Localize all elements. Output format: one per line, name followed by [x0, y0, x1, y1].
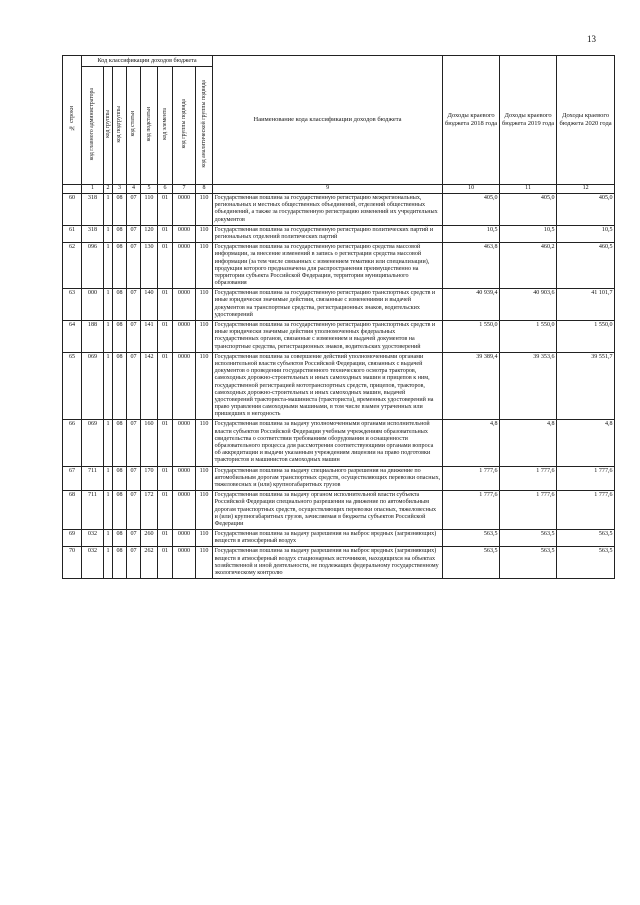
value-2019: 460,2	[500, 243, 557, 289]
value-2020: 460,5	[557, 243, 615, 289]
header-code-col: код подгруппы	[113, 67, 127, 185]
table-row	[63, 491, 615, 530]
value-2018: 405,0	[443, 194, 500, 226]
element-code: 01	[158, 225, 173, 242]
row-number: 61	[63, 225, 82, 242]
value-2020: 563,5	[557, 547, 615, 579]
revenue-name: Государственная пошлина за выдачу уполномоченными органами исполнительной власти субъектов Российской Федерации учебным учреждениям образовательных свидетельства о соответствии требованиям оборудования и оснащенности образовательного процесса для рассмотрения соответствующими органами вопроса об аккредитации и выдачи указанным учреждениям лицензии на право подготовки трактористов и машинистов самоходных машин	[213, 420, 443, 466]
subarticle-code: 142	[141, 352, 158, 420]
element-code: 01	[158, 289, 173, 321]
column-number-blank	[63, 185, 82, 194]
subtype-group-code: 0000	[173, 321, 196, 353]
analytic-group-code: 110	[196, 225, 213, 242]
header-classification-group: Код классификации доходов бюджета	[82, 56, 213, 67]
article-code: 07	[127, 321, 141, 353]
subtype-group-code: 0000	[173, 225, 196, 242]
subarticle-code: 260	[141, 530, 158, 547]
row-number: 68	[63, 491, 82, 530]
column-number: 8	[196, 185, 213, 194]
analytic-group-code: 110	[196, 321, 213, 353]
subarticle-code: 120	[141, 225, 158, 242]
row-number: 67	[63, 466, 82, 491]
article-code: 07	[127, 547, 141, 579]
header-code-col: код группы	[104, 67, 113, 185]
header-code-col: код подстатьи	[141, 67, 158, 185]
row-number: 63	[63, 289, 82, 321]
group-code: 1	[104, 352, 113, 420]
admin-code: 711	[82, 491, 104, 530]
subtype-group-code: 0000	[173, 547, 196, 579]
value-2019: 10,5	[500, 225, 557, 242]
column-number: 2	[104, 185, 113, 194]
analytic-group-code: 110	[196, 547, 213, 579]
element-code: 01	[158, 321, 173, 353]
value-2019: 1 777,6	[500, 466, 557, 491]
group-code: 1	[104, 491, 113, 530]
group-code: 1	[104, 547, 113, 579]
table-row	[63, 547, 615, 579]
subtype-group-code: 0000	[173, 466, 196, 491]
subtype-group-code: 0000	[173, 194, 196, 226]
table-row	[63, 243, 615, 289]
subarticle-code: 141	[141, 321, 158, 353]
value-2018: 40 939,4	[443, 289, 500, 321]
row-number: 66	[63, 420, 82, 466]
analytic-group-code: 110	[196, 243, 213, 289]
value-2018: 1 777,6	[443, 491, 500, 530]
element-code: 01	[158, 530, 173, 547]
value-2018: 1 777,6	[443, 466, 500, 491]
subarticle-code: 140	[141, 289, 158, 321]
article-code: 07	[127, 466, 141, 491]
subtype-group-code: 0000	[173, 243, 196, 289]
value-2019: 405,0	[500, 194, 557, 226]
subgroup-code: 08	[113, 321, 127, 353]
revenue-name: Государственная пошлина за выдачу разрешения на выброс вредных (загрязняющих) веществ в атмосферный воздух	[213, 530, 443, 547]
row-number: 60	[63, 194, 82, 226]
value-2020: 4,8	[557, 420, 615, 466]
article-code: 07	[127, 530, 141, 547]
column-number: 5	[141, 185, 158, 194]
analytic-group-code: 110	[196, 491, 213, 530]
header-year-2020: Доходы краевого бюджета 2020 года	[557, 56, 615, 185]
revenue-name: Государственная пошлина за государственную регистрацию средства массовой информации, за внесение изменений в запись о регистрации средства массовой информации (за тем числе связанных с изменением тематики или специализации), продукция которого предназначена для распространения преимущественно на территории субъекта Российской Федерации, территории муниципального образования	[213, 243, 443, 289]
value-2019: 40 903,6	[500, 289, 557, 321]
table-row	[63, 466, 615, 491]
analytic-group-code: 110	[196, 352, 213, 420]
admin-code: 069	[82, 420, 104, 466]
analytic-group-code: 110	[196, 420, 213, 466]
table-row	[63, 530, 615, 547]
article-code: 07	[127, 243, 141, 289]
subarticle-code: 262	[141, 547, 158, 579]
value-2018: 39 389,4	[443, 352, 500, 420]
revenue-name: Государственная пошлина за совершение действий уполномоченными органами исполнительной власти субъектов Российской Федерации, связанных с выдачей документов о проведении государственного технического осмотра тракторов, самоходных дорожно-строительных и иных самоходных машин и прицепов к ним, государственной регистрацией мототранспортных средств, прицепов, тракторов, самоходных дорожно-строительных и иных самоходных машин, выдачей удостоверений тракториста-машиниста (тракториста), временных удостоверений на право управления самоходными машинами, в том числе взамен утраченных или пришедших в негодность	[213, 352, 443, 420]
revenue-name: Государственная пошлина за государственную регистрацию транспортных средств и иные юридически значимые действия уполномоченных федеральных государственных органов, связанные с изменением и выдачей документов на транспортные средства, регистрационных знаков, водительских удостоверений	[213, 321, 443, 353]
subarticle-code: 110	[141, 194, 158, 226]
admin-code: 032	[82, 530, 104, 547]
group-code: 1	[104, 225, 113, 242]
value-2018: 563,5	[443, 547, 500, 579]
subgroup-code: 08	[113, 420, 127, 466]
value-2019: 563,5	[500, 530, 557, 547]
article-code: 07	[127, 289, 141, 321]
subtype-group-code: 0000	[173, 530, 196, 547]
group-code: 1	[104, 420, 113, 466]
article-code: 07	[127, 352, 141, 420]
subgroup-code: 08	[113, 289, 127, 321]
subgroup-code: 08	[113, 491, 127, 530]
column-number: 11	[500, 185, 557, 194]
value-2018: 563,5	[443, 530, 500, 547]
subgroup-code: 08	[113, 194, 127, 226]
header-code-col: код статьи	[127, 67, 141, 185]
element-code: 01	[158, 420, 173, 466]
header-code-col: код главного администратора	[82, 67, 104, 185]
element-code: 01	[158, 466, 173, 491]
value-2020: 563,5	[557, 530, 615, 547]
group-code: 1	[104, 530, 113, 547]
value-2018: 4,8	[443, 420, 500, 466]
column-number: 6	[158, 185, 173, 194]
subgroup-code: 08	[113, 530, 127, 547]
value-2019: 563,5	[500, 547, 557, 579]
column-number: 10	[443, 185, 500, 194]
value-2020: 1 550,0	[557, 321, 615, 353]
subtype-group-code: 0000	[173, 352, 196, 420]
admin-code: 711	[82, 466, 104, 491]
subtype-group-code: 0000	[173, 491, 196, 530]
table-row	[63, 352, 615, 420]
element-code: 01	[158, 547, 173, 579]
header-code-col: код группы подвида	[173, 67, 196, 185]
table-row	[63, 420, 615, 466]
row-number: 69	[63, 530, 82, 547]
admin-code: 188	[82, 321, 104, 353]
value-2019: 1 777,6	[500, 491, 557, 530]
admin-code: 318	[82, 194, 104, 226]
value-2018: 463,8	[443, 243, 500, 289]
group-code: 1	[104, 466, 113, 491]
value-2018: 10,5	[443, 225, 500, 242]
revenue-table	[62, 55, 615, 579]
value-2019: 1 550,0	[500, 321, 557, 353]
group-code: 1	[104, 194, 113, 226]
header-year-2019: Доходы краевого бюджета 2019 года	[500, 56, 557, 185]
column-number: 3	[113, 185, 127, 194]
header-code-col: код аналитической группы подвида	[196, 67, 213, 185]
revenue-name: Государственная пошлина за государственную регистрацию межрегиональных, региональных и местных общественных объединений, отделений общественных объединений, а также за государственную регистрацию изменений их учредительных документов	[213, 194, 443, 226]
group-code: 1	[104, 243, 113, 289]
subgroup-code: 08	[113, 225, 127, 242]
element-code: 01	[158, 352, 173, 420]
subgroup-code: 08	[113, 352, 127, 420]
table-row	[63, 194, 615, 226]
subarticle-code: 160	[141, 420, 158, 466]
admin-code: 096	[82, 243, 104, 289]
subgroup-code: 08	[113, 243, 127, 289]
admin-code: 069	[82, 352, 104, 420]
column-number: 4	[127, 185, 141, 194]
revenue-name: Государственная пошлина за выдачу органом исполнительной власти субъекта Российской Федерации специального разрешения на движение по автомобильным дорогам транспортных средств, осуществляющих перевозки опасных, тяжеловесных и (или) крупногабаритных грузов, зачисляемая в бюджеты субъектов Российской Федерации	[213, 491, 443, 530]
row-number: 65	[63, 352, 82, 420]
article-code: 07	[127, 194, 141, 226]
value-2019: 4,8	[500, 420, 557, 466]
analytic-group-code: 110	[196, 289, 213, 321]
column-number: 9	[213, 185, 443, 194]
subgroup-code: 08	[113, 466, 127, 491]
row-number: 62	[63, 243, 82, 289]
admin-code: 318	[82, 225, 104, 242]
article-code: 07	[127, 420, 141, 466]
group-code: 1	[104, 289, 113, 321]
subarticle-code: 130	[141, 243, 158, 289]
value-2020: 10,5	[557, 225, 615, 242]
header-year-2018: Доходы краевого бюджета 2018 года	[443, 56, 500, 185]
table-row	[63, 289, 615, 321]
column-number: 12	[557, 185, 615, 194]
element-code: 01	[158, 491, 173, 530]
revenue-name: Государственная пошлина за государственную регистрацию транспортных средств и иные юридически значимые действия, связанные с изменениями и выдачей документов на транспортные средства, регистрационных знаков, водительских удостоверений	[213, 289, 443, 321]
row-number: 64	[63, 321, 82, 353]
column-number: 1	[82, 185, 104, 194]
column-number: 7	[173, 185, 196, 194]
article-code: 07	[127, 491, 141, 530]
row-number: 70	[63, 547, 82, 579]
subgroup-code: 08	[113, 547, 127, 579]
table-row	[63, 321, 615, 353]
subtype-group-code: 0000	[173, 289, 196, 321]
header-name: Наименование кода классификации доходов бюджета	[213, 56, 443, 185]
element-code: 01	[158, 194, 173, 226]
header-row-number: № строки	[63, 56, 82, 185]
subtype-group-code: 0000	[173, 420, 196, 466]
revenue-name: Государственная пошлина за выдачу специального разрешения на движение по автомобильным дорогам транспортных средств, осуществляющих перевозки опасных, тяжеловесных и (или) крупногабаритных грузов	[213, 466, 443, 491]
subarticle-code: 172	[141, 491, 158, 530]
article-code: 07	[127, 225, 141, 242]
subarticle-code: 170	[141, 466, 158, 491]
revenue-name: Государственная пошлина за государственную регистрацию политических партий и региональных отделений политических партий	[213, 225, 443, 242]
element-code: 01	[158, 243, 173, 289]
analytic-group-code: 110	[196, 194, 213, 226]
analytic-group-code: 110	[196, 466, 213, 491]
value-2020: 1 777,6	[557, 466, 615, 491]
revenue-name: Государственная пошлина за выдачу разрешения на выброс вредных (загрязняющих) веществ в атмосферный воздух стационарных источников, находящихся на объектах хозяйственной и иной деятельности, не подлежащих федеральному государственному экологическому контролю	[213, 547, 443, 579]
group-code: 1	[104, 321, 113, 353]
value-2019: 39 353,6	[500, 352, 557, 420]
admin-code: 000	[82, 289, 104, 321]
value-2018: 1 550,0	[443, 321, 500, 353]
value-2020: 39 551,7	[557, 352, 615, 420]
admin-code: 032	[82, 547, 104, 579]
analytic-group-code: 110	[196, 530, 213, 547]
value-2020: 1 777,6	[557, 491, 615, 530]
value-2020: 405,0	[557, 194, 615, 226]
page-number: 13	[587, 34, 596, 44]
table-row	[63, 225, 615, 242]
value-2020: 41 101,7	[557, 289, 615, 321]
header-code-col: код элемента	[158, 67, 173, 185]
